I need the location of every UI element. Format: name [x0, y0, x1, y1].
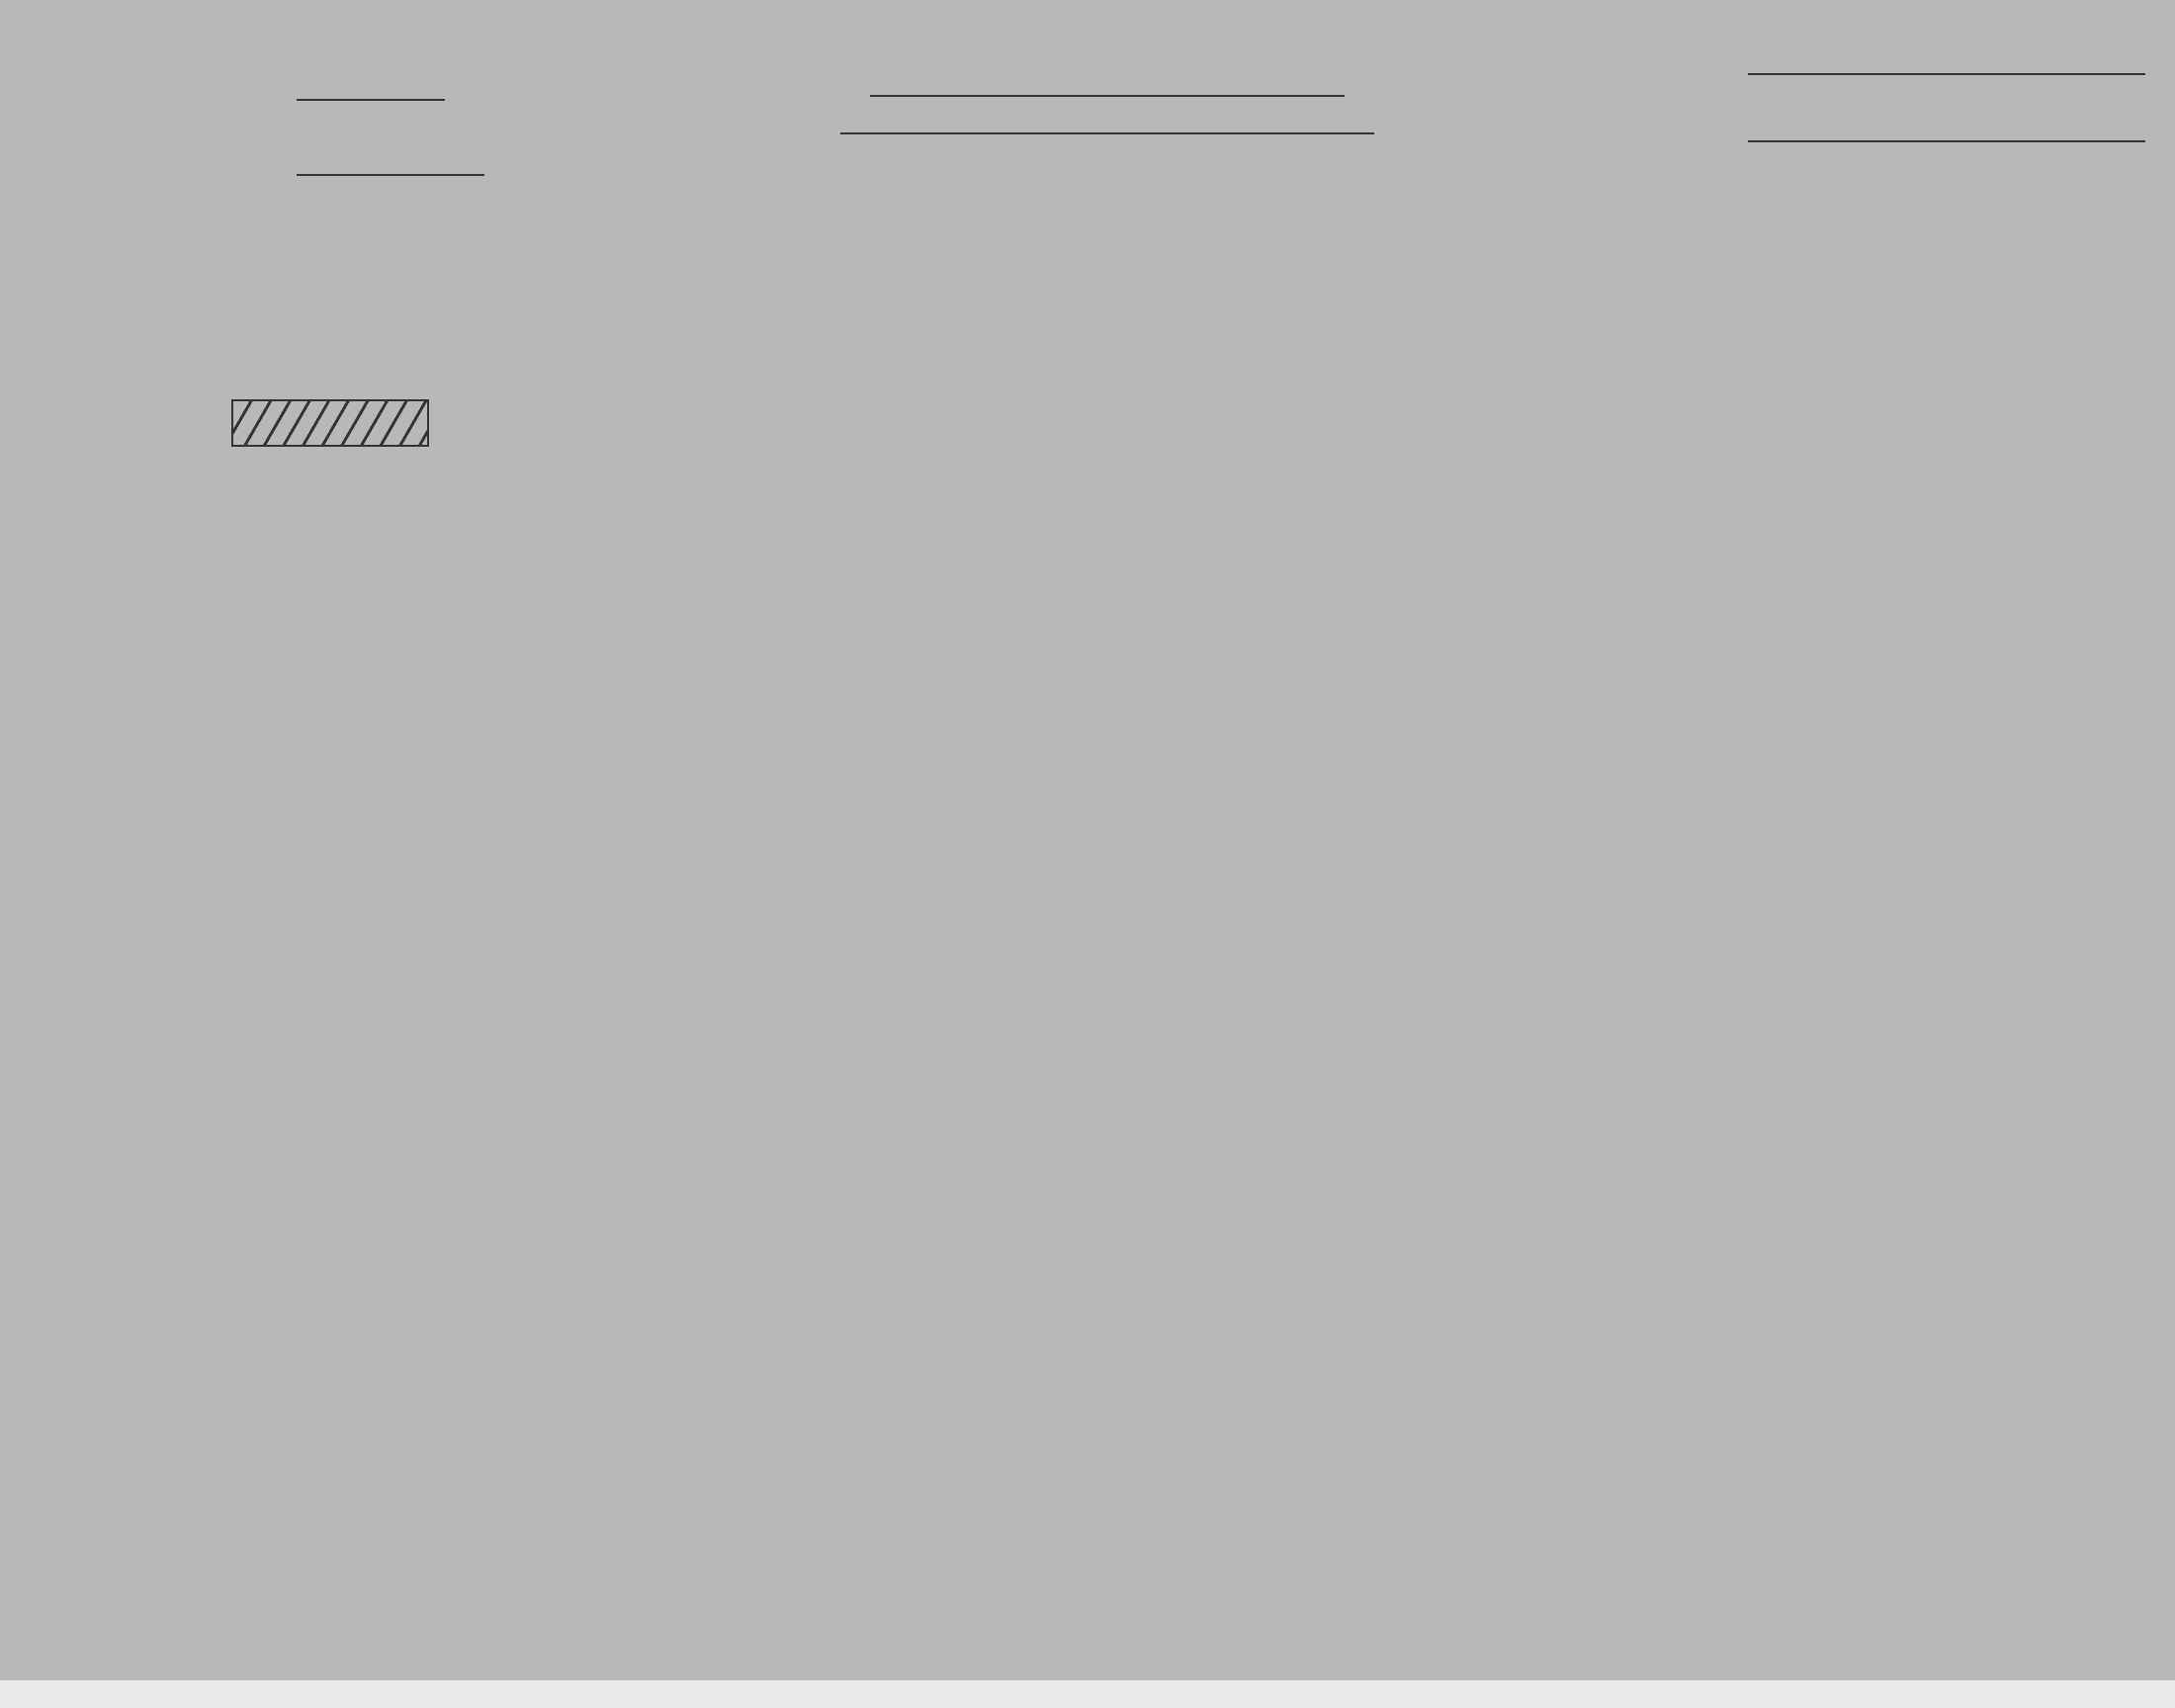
archive-stamp	[2037, 1295, 2076, 1532]
scan-bottom-margin	[0, 1680, 2175, 1708]
